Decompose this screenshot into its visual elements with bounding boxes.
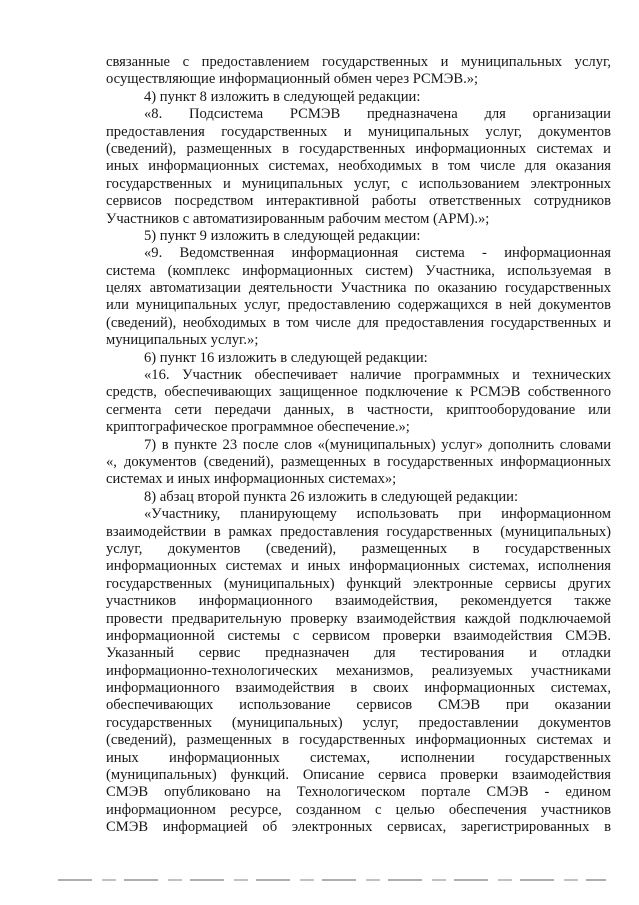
text-line: (сведений), размещенных в государственных информационных системах и bbox=[106, 140, 611, 157]
paragraph bbox=[106, 54, 611, 89]
document-body bbox=[106, 54, 611, 837]
text-line: Указанный сервис предназначен для тестирования и отладки bbox=[106, 645, 611, 662]
text-line: «, документов (сведений), размещенных в государственных информационных bbox=[106, 453, 611, 470]
scan-footer-strip bbox=[58, 879, 606, 881]
text-line: участников информационного взаимодействия, рекомендуется также bbox=[106, 593, 611, 610]
text-line: обеспечивающих использование сервисов СМЭВ при оказании bbox=[106, 697, 611, 714]
text-line: информационно-технологических механизмов, реализуемых участниками bbox=[106, 662, 611, 679]
text-line: осуществляющие информационный обмен через РСМЭВ.»; bbox=[106, 71, 479, 88]
paragraph bbox=[106, 106, 611, 228]
paragraph bbox=[106, 228, 611, 245]
text-line: информационного взаимодействия в своих информационных системах, bbox=[106, 680, 611, 697]
text-line: государственных (муниципальных) функций электронные сервисы других bbox=[106, 575, 611, 592]
text-line: провести предварительную проверку взаимодействия каждой подключаемой bbox=[106, 610, 611, 627]
text-line: системах и иных информационных системах»; bbox=[106, 471, 397, 488]
text-line: услуг, документов (сведений), размещенных в государственных bbox=[106, 540, 611, 557]
text-line: «16. Участник обеспечивает наличие программных и технических bbox=[144, 367, 611, 384]
text-line: 7) в пункте 23 после слов «(муниципальных) услуг» дополнить словами bbox=[144, 436, 611, 453]
text-line: средств, обеспечивающих защищенное подключение к РСМЭВ собственного bbox=[106, 384, 611, 401]
text-line: предоставления государственных и муниципальных услуг, документов bbox=[106, 123, 611, 140]
text-line: 5) пункт 9 изложить в следующей редакции: bbox=[144, 227, 421, 244]
text-line: иных информационных системах, исполнении государственных bbox=[106, 749, 611, 766]
text-line: сегмента сети передачи данных, в частности, криптооборудование или bbox=[106, 401, 611, 418]
text-line: информационной системы с сервисом проверки взаимодействия СМЭВ. bbox=[106, 627, 611, 644]
text-line: муниципальных услуг.»; bbox=[106, 332, 259, 349]
text-line: «Участнику, планирующему использовать при информационном bbox=[144, 506, 611, 523]
text-line: система (комплекс информационных систем) Участника, используемая в bbox=[106, 262, 611, 279]
text-line: «9. Ведомственная информационная система - информационная bbox=[144, 245, 611, 262]
text-line: (сведений), необходимых в том числе для предоставления государственных и bbox=[106, 314, 611, 331]
text-line: информационном ресурсе, созданном с целью обеспечения участников bbox=[106, 801, 611, 818]
paragraph bbox=[106, 489, 611, 506]
text-line: или муниципальных услуг, предоставлению содержащихся в ней документов bbox=[106, 297, 611, 314]
text-line: (сведений), размещенных в государственных информационных системах и bbox=[106, 732, 611, 749]
text-line: целях автоматизации деятельности Участника по оказанию государственных bbox=[106, 280, 611, 297]
text-line: сервисов посредством интерактивной работы ответственных сотрудников bbox=[106, 193, 611, 210]
text-line: 8) абзац второй пункта 26 изложить в следующей редакции: bbox=[144, 488, 519, 505]
text-line: иных информационных системах, необходимых в том числе для оказания bbox=[106, 158, 611, 175]
text-line: взаимодействии в рамках предоставления государственных (муниципальных) bbox=[106, 523, 611, 540]
text-line: криптографическое программное обеспечение.»; bbox=[106, 419, 410, 436]
text-line: государственных и муниципальных услуг, с использованием электронных bbox=[106, 175, 611, 192]
text-line: «8. Подсистема РСМЭВ предназначена для организации bbox=[144, 106, 611, 123]
paragraph bbox=[106, 367, 611, 437]
text-line: связанные с предоставлением государственных и муниципальных услуг, bbox=[106, 54, 611, 70]
text-line: Участников с автоматизированным рабочим местом (АРМ).»; bbox=[106, 210, 490, 227]
paragraph bbox=[106, 245, 611, 349]
paragraph bbox=[106, 437, 611, 489]
text-line: 4) пункт 8 изложить в следующей редакции: bbox=[144, 88, 421, 105]
paragraph bbox=[106, 89, 611, 106]
text-line: государственных (муниципальных) услуг, предоставлении документов bbox=[106, 714, 611, 731]
paragraph bbox=[106, 350, 611, 367]
paragraph bbox=[106, 506, 611, 836]
text-line: 6) пункт 16 изложить в следующей редакции: bbox=[144, 349, 428, 366]
text-line: информационных системах и иных информационных системах, исполнения bbox=[106, 558, 611, 575]
text-line: СМЭВ опубликовано на Технологическом портале СМЭВ - едином bbox=[106, 784, 611, 801]
text-line: СМЭВ информацией об электронных сервисах, зарегистрированных в bbox=[106, 819, 611, 836]
text-line: (муниципальных) функций. Описание сервиса проверки взаимодействия bbox=[106, 767, 611, 784]
